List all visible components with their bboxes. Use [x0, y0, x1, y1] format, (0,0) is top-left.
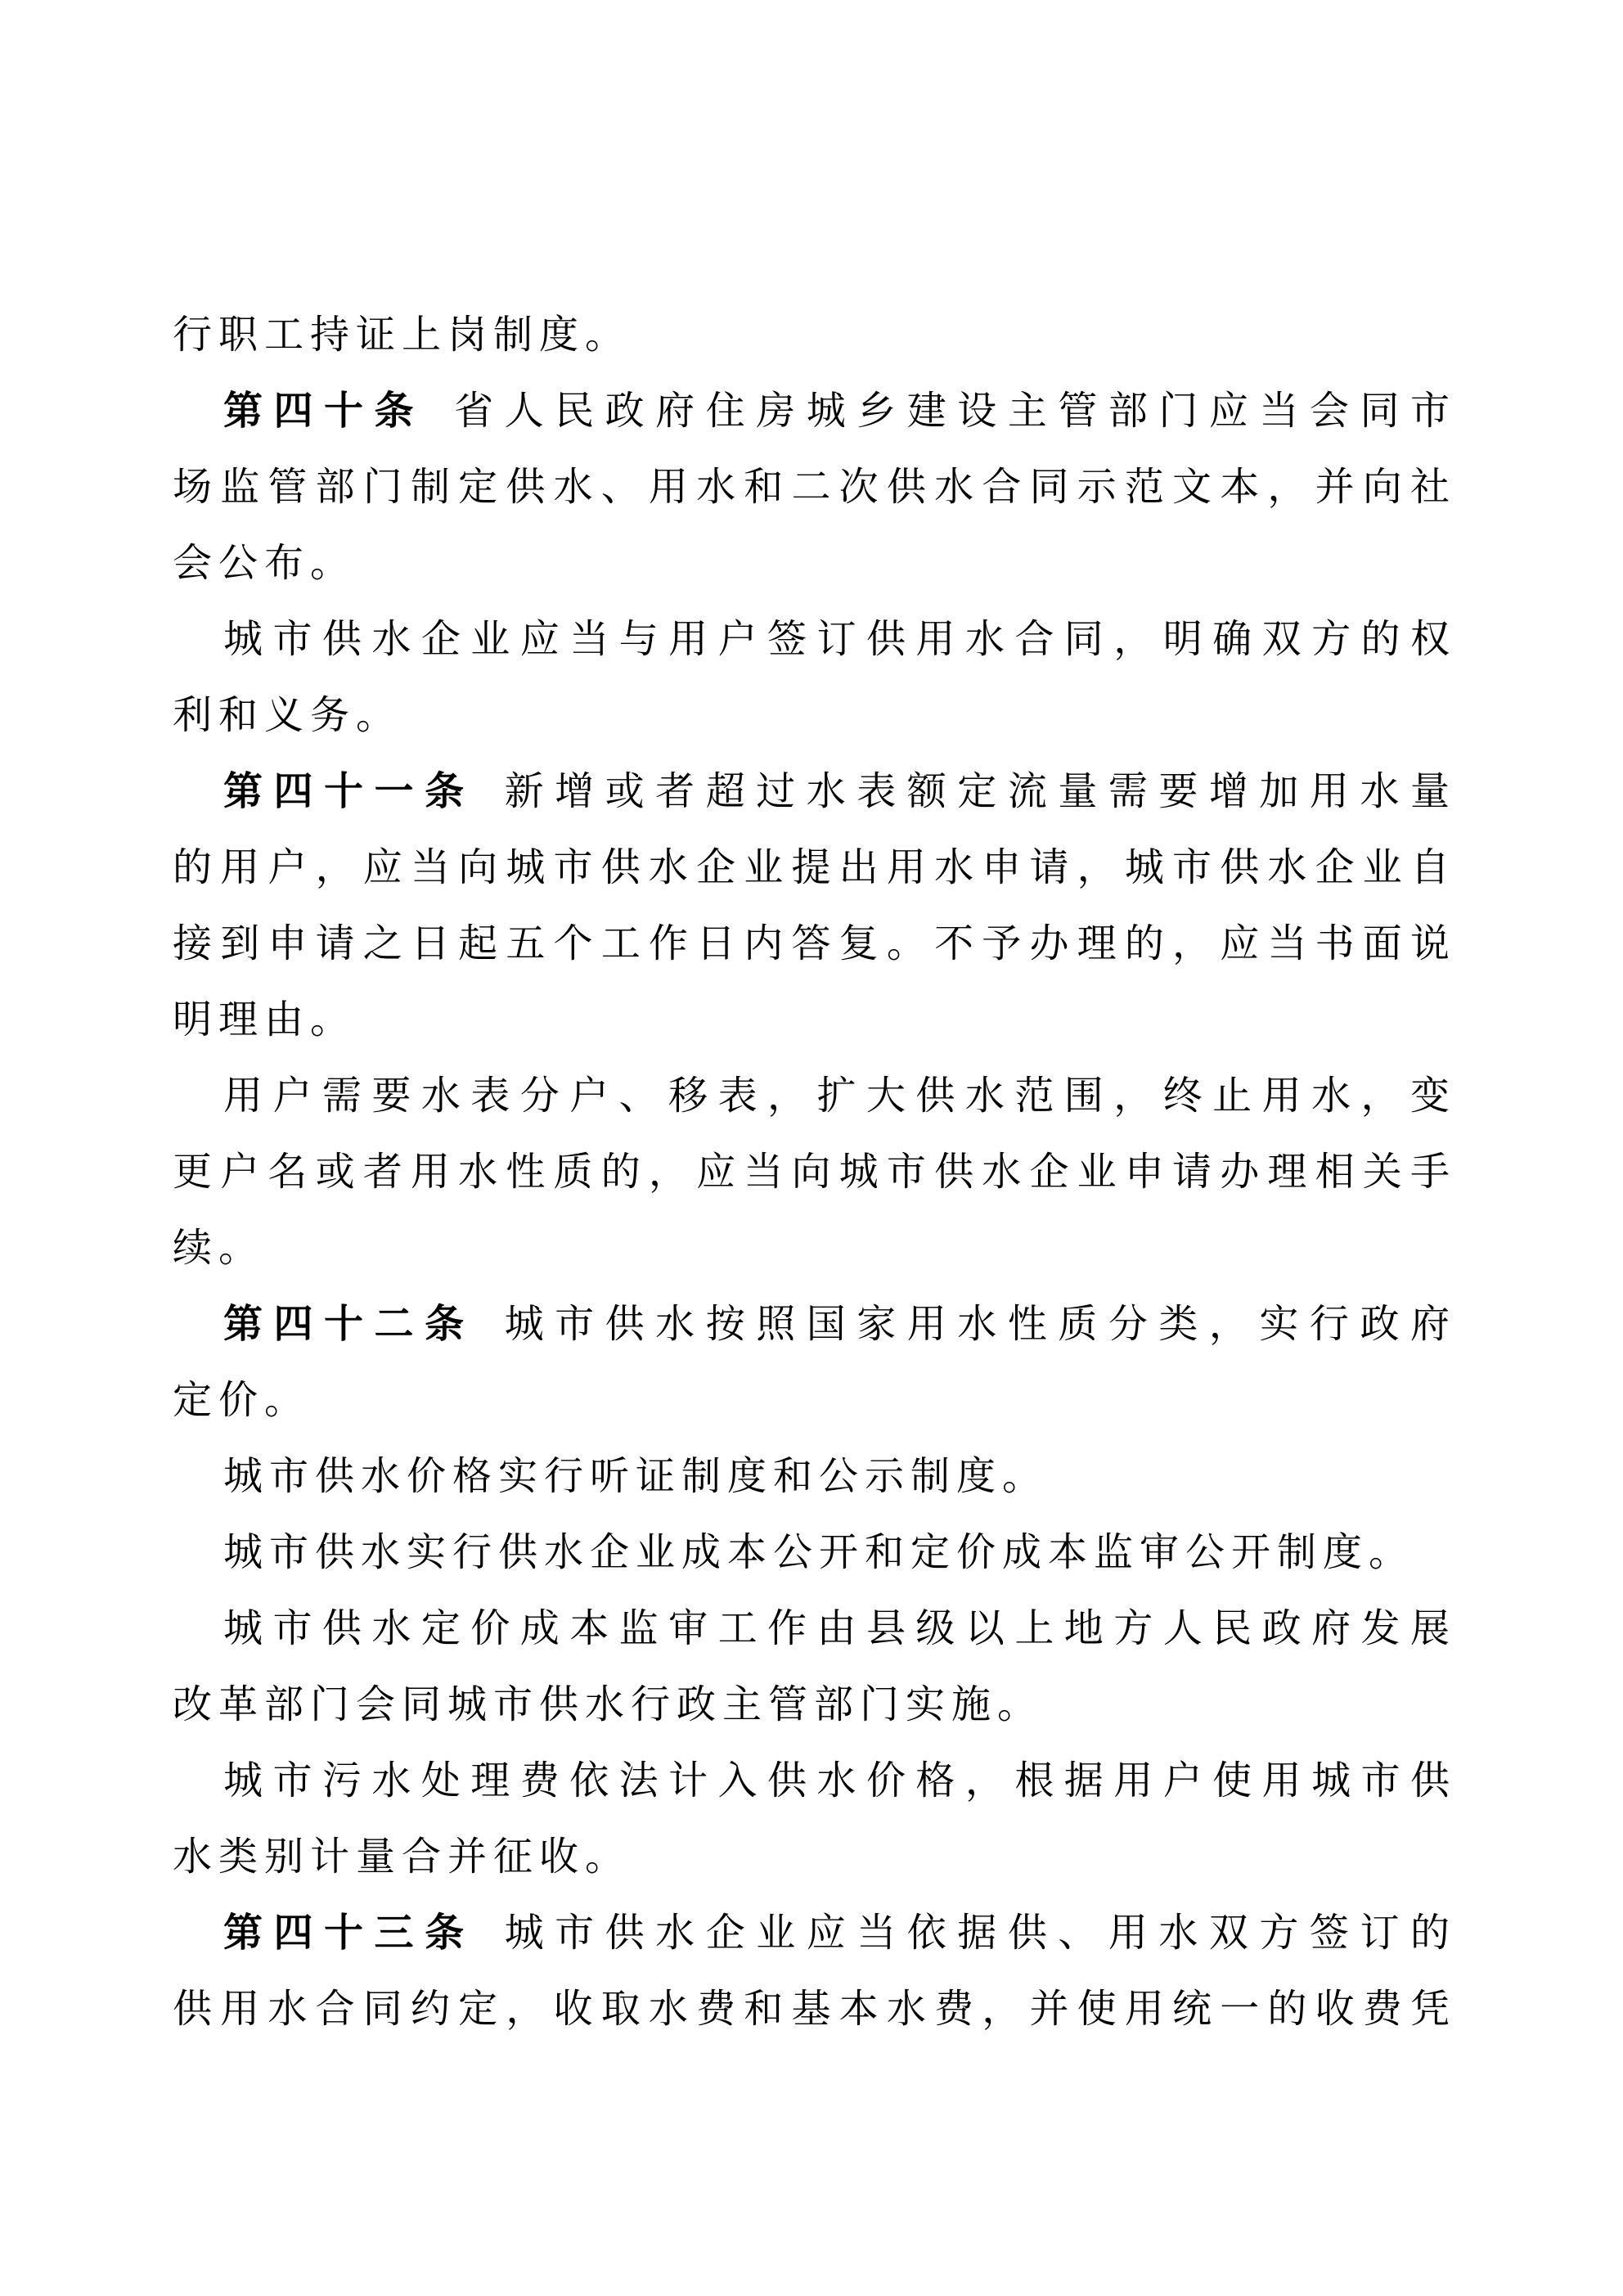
- text-line: 利和义务。: [173, 692, 402, 738]
- document-text-block: [173, 297, 1456, 2047]
- article-number: 第四十一条: [223, 768, 475, 814]
- line-text: 新增或者超过水表额定流量需要增加用水量: [504, 768, 1456, 814]
- text-line: 行职工持证上岗制度。: [173, 312, 632, 358]
- article-line: [173, 1895, 1456, 1971]
- text-line: 水类别计量合并征收。: [173, 1834, 632, 1880]
- text-line: 会公布。: [173, 540, 357, 586]
- text-line: 场监管部门制定供水、用水和二次供水合同示范文本，并向社: [173, 464, 1456, 510]
- text-line: 改革部门会同城市供水行政主管部门实施。: [173, 1681, 1044, 1727]
- text-line: 的用户，应当向城市供水企业提出用水申请，城市供水企业自: [173, 844, 1456, 890]
- text-line: 更户名或者用水性质的，应当向城市供水企业申请办理相关手: [173, 1149, 1456, 1195]
- text-line: 城市污水处理费依法计入供水价格，根据用户使用城市供: [223, 1758, 1456, 1803]
- article-line: [173, 1286, 1456, 1362]
- text-line: 用户需要水表分户、移表，扩大供水范围，终止用水，变: [223, 1073, 1456, 1119]
- text-line: 城市供水定价成本监审工作由县级以上地方人民政府发展: [223, 1605, 1456, 1651]
- line-text: 城市供水按照国家用水性质分类，实行政府: [504, 1301, 1456, 1347]
- text-line: 城市供水价格实行听证制度和公示制度。: [223, 1453, 1049, 1499]
- text-line: 城市供水企业应当与用户签订供用水合同，明确双方的权: [223, 616, 1456, 662]
- article-line: [173, 373, 1456, 449]
- article-line: [173, 754, 1456, 830]
- line-text: 省人民政府住房城乡建设主管部门应当会同市: [454, 388, 1456, 434]
- text-line: 接到申请之日起五个工作日内答复。不予办理的，应当书面说: [173, 921, 1456, 966]
- text-line: 供用水合同约定，收取水费和基本水费，并使用统一的收费凭: [173, 1986, 1456, 2032]
- text-line: 续。: [173, 1225, 265, 1271]
- line-text: 城市供水企业应当依据供、用水双方签订的: [504, 1910, 1456, 1956]
- text-line: 定价。: [173, 1377, 311, 1423]
- article-number: 第四十三条: [223, 1910, 475, 1956]
- article-number: 第四十二条: [223, 1301, 475, 1347]
- article-number: 第四十条: [223, 388, 425, 434]
- text-line: 城市供水实行供水企业成本公开和定价成本监审公开制度。: [223, 1529, 1415, 1575]
- text-line: 明理由。: [173, 997, 357, 1042]
